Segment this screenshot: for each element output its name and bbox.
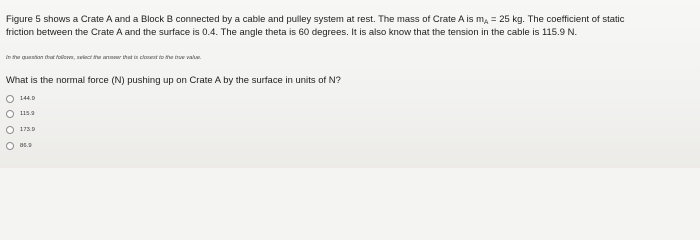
mass-subscript: A [484, 19, 489, 26]
answer-options [6, 91, 35, 154]
radio-button[interactable] [6, 110, 14, 118]
answer-option-3[interactable] [6, 123, 35, 138]
problem-line-2: friction between the Crate A and the surface is 0.4. The angle theta is 60 degrees. It is also know that the tension in the cable is 115.9 N. [6, 26, 578, 37]
radio-button[interactable] [6, 95, 14, 103]
problem-line-1-text: Figure 5 shows a Crate A and a Block B connected by a cable and pulley system at rest. The mass of Crate A is m [6, 13, 485, 24]
answer-option-1[interactable] [6, 91, 35, 106]
answer-option-label: 144.9 [20, 95, 36, 102]
question-text: What is the normal force (N) pushing up on Crate A by the surface in units of N? [6, 74, 341, 85]
radio-button[interactable] [6, 142, 14, 150]
answer-option-4[interactable] [6, 138, 35, 153]
problem-line-1 [6, 12, 696, 25]
answer-option-label: 115.9 [20, 111, 35, 118]
answer-option-2[interactable] [6, 107, 35, 122]
instruction-text: In the question that follows, select the answer that is closest to the true value. [6, 55, 202, 61]
answer-option-label: 86.9 [20, 142, 32, 149]
problem-statement [6, 12, 696, 38]
radio-button[interactable] [6, 126, 14, 134]
answer-option-label: 173.9 [20, 127, 36, 134]
problem-line-1-end: = 25 kg. The coefficient of static [488, 13, 625, 24]
